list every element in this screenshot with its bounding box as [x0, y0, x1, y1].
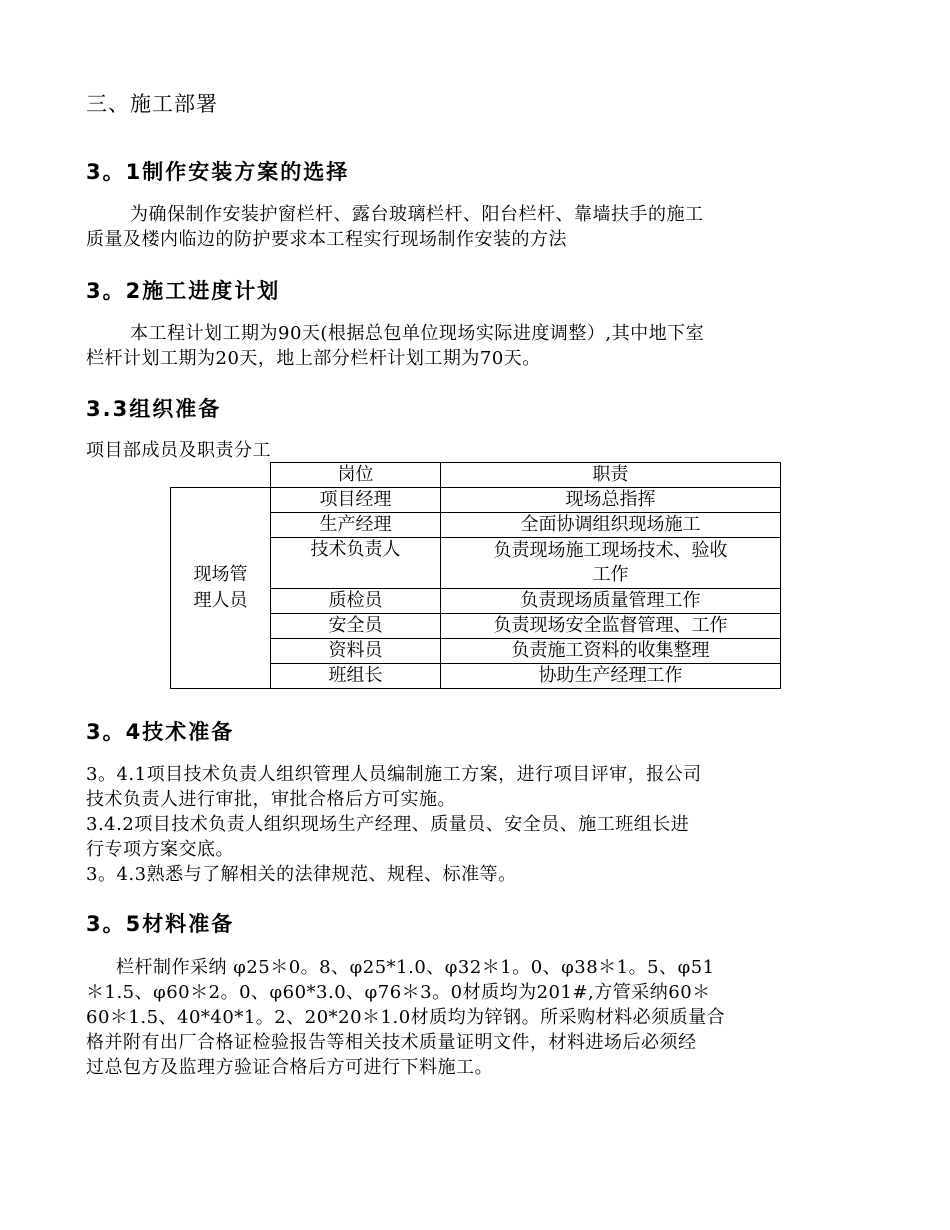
heading-3-5: 3。5材料准备 [86, 912, 235, 936]
section-title: 三、施工部署 [86, 92, 218, 116]
role-cell: 技术负责人 [271, 538, 441, 589]
paragraph-line: 技术负责人进行审批，审批合格后方可实施。 [86, 789, 456, 810]
duty-line: 负责现场施工现场技术、验收 [493, 540, 728, 561]
heading-3-2: 3。2施工进度计划 [86, 279, 281, 303]
paragraph-line: 格并附有出厂合格证检验报告等相关技术质量证明文件，材料进场后必须经 [86, 1032, 697, 1053]
role-cell: 班组长 [271, 664, 441, 689]
paragraph-line: 3.4.2项目技术负责人组织现场生产经理、质量员、安全员、施工班组长进 [86, 814, 690, 835]
paragraph-3-1 [86, 202, 704, 252]
paragraph-line: 为确保制作安装护窗栏杆、露台玻璃栏杆、阳台栏杆、靠墙扶手的施工 [130, 204, 704, 225]
paragraph-line: 行专项方案交底。 [86, 839, 234, 860]
paragraph-line: 栏杆计划工期为20天，地上部分栏杆计划工期为70天。 [86, 348, 541, 369]
duty-cell: 负责现场安全监督管理、工作 [441, 614, 781, 639]
duty-cell: 负责施工资料的收集整理 [441, 639, 781, 664]
table-caption: 项目部成员及职责分工 [86, 440, 271, 461]
paragraph-line: ＊1.5、φ60＊2。0、φ60*3.0、φ76＊3。0材质均为201#,方管采纳60＊ [86, 982, 711, 1003]
paragraph-3-5 [86, 955, 725, 1080]
table-header-row [171, 463, 781, 488]
duty-cell: 协助生产经理工作 [441, 664, 781, 689]
role-cell: 安全员 [271, 614, 441, 639]
table-header-cell: 岗位 [271, 463, 441, 488]
group-line: 现场管 [193, 564, 248, 585]
paragraph-line: 本工程计划工期为90天(根据总包单位现场实际进度调整）,其中地下室 [130, 323, 705, 344]
group-line: 理人员 [193, 590, 248, 611]
role-cell: 资料员 [271, 639, 441, 664]
staff-table [170, 462, 781, 689]
role-cell: 质检员 [271, 589, 441, 614]
heading-3-4: 3。4技术准备 [86, 720, 235, 744]
role-cell: 项目经理 [271, 488, 441, 513]
heading-3-1: 3。1制作安装方案的选择 [86, 160, 350, 184]
group-cell [171, 488, 271, 689]
duty-line: 工作 [592, 564, 629, 585]
role-cell: 生产经理 [271, 513, 441, 538]
paragraph-3-2 [86, 321, 704, 371]
table-row [171, 488, 781, 513]
paragraph-3-4 [86, 762, 702, 887]
duty-cell: 全面协调组织现场施工 [441, 513, 781, 538]
paragraph-line: 栏杆制作采纳 φ25＊0。8、φ25*1.0、φ32＊1。0、φ38＊1。5、φ51 [116, 957, 715, 978]
paragraph-line: 过总包方及监理方验证合格后方可进行下料施工。 [86, 1057, 493, 1078]
duty-cell [441, 538, 781, 589]
paragraph-line: 60＊1.5、40*40*1。2、20*20＊1.0材质均为锌钢。所采购材料必须质量合 [86, 1007, 726, 1028]
duty-cell: 负责现场质量管理工作 [441, 589, 781, 614]
duty-cell: 现场总指挥 [441, 488, 781, 513]
table-header-cell: 职责 [441, 463, 781, 488]
paragraph-line: 质量及楼内临边的防护要求本工程实行现场制作安装的方法 [86, 229, 567, 250]
table-corner-cell [171, 463, 271, 488]
paragraph-line: 3。4.3熟悉与了解相关的法律规范、规程、标准等。 [86, 864, 517, 885]
heading-3-3: 3.3组织准备 [86, 397, 222, 421]
paragraph-line: 3。4.1项目技术负责人组织管理人员编制施工方案，进行项目评审，报公司 [86, 764, 702, 785]
